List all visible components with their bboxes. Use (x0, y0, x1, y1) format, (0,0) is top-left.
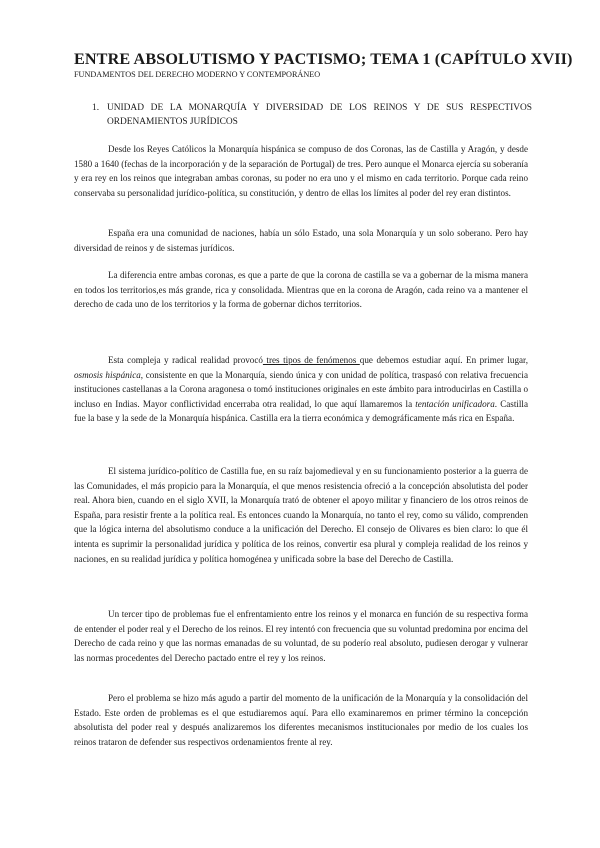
p4-text-e: , consistente en que la Monarquía, siendo única y con unidad de política, traspasó con relativa frecuencia instituciones castellanas a la Corona aragonesa o tomó instituciones originales en este ámbito para introducirlas en Castilla o incluso en Indias. Mayor conflictividad encerraba otra realidad, lo que aquí llamaremos la (74, 369, 528, 409)
p4-text-g: . Castilla fue la base y la sede de la Monarquía hispánica. Castilla era la tierra económica y demográficamente más rica en España. (74, 398, 528, 424)
paragraph-6: Un tercer tipo de problemas fue el enfrentamiento entre los reinos y el monarca en función de su respectiva forma de entender el poder real y el Derecho de los reinos. El rey intentó con frecuencia que su voluntad predomina por encima del Derecho de cada reino y que las normas emanadas de su voluntad, de su poderío real absoluto, pudiesen derogar y vulnerar las normas procedentes del Derecho pactado entre el rey y los reinos. (74, 609, 528, 663)
document-title: ENTRE ABSOLUTISMO Y PACTISMO; TEMA 1 (CAPÍTULO XVII) (74, 50, 573, 68)
document-subtitle: FUNDAMENTOS DEL DERECHO MODERNO Y CONTEMPORÁNEO (74, 70, 321, 79)
tentacion-unificadora-term: tentación unificadora (415, 398, 495, 409)
paragraph-4 (74, 353, 528, 426)
paragraph-1: Desde los Reyes Católicos la Monarquía hispánica se compuso de dos Coronas, las de Castilla y Aragón, y desde 1580 a 1640 (fechas de la incorporación y de la separación de Portugal) de tres. Pero aunque el Monarca ejercía su soberanía y era rey en los reinos que integraban ambas coronas, su poder no era uno y el mismo en cada territorio. Porque cada reino conservaba su personalidad jurídico-política, su constitución, y dentro de ellas los límites al poder del rey eran distintos. (74, 144, 528, 198)
osmosis-hispanica-term: osmosis hispánica (74, 369, 141, 380)
paragraph-2: España era una comunidad de naciones, había un sólo Estado, una sola Monarquía y un solo soberano. Pero hay diversidad de reinos y de sistemas jurídicos. (74, 228, 528, 253)
p4-text-c: que debemos estudiar aquí. En primer lugar, (359, 355, 528, 365)
p4-text-a: Esta compleja y radical realidad provocó (108, 355, 263, 365)
section-title: UNIDAD DE LA MONARQUÍA Y DIVERSIDAD DE LOS REINOS Y DE SUS RESPECTIVOS ORDENAMIENTOS JURÍDICOS (107, 103, 532, 127)
section-heading (92, 101, 532, 129)
paragraph-5: El sistema jurídico-político de Castilla fue, en su raíz bajomedieval y en su funcionamiento posterior a la guerra de las Comunidades, el más propicio para la Monarquía, el que menos resistencia ofreció a la concepción absolutista del poder real. Ahora bien, cuando en el siglo XVII, la Monarquía trató de obtener el apoyo militar y financiero de los otros reinos de España, para resistir frente a la política real. Es entonces cuando la Monarquía, no tanto el rey, como su válido, comprenden que la lógica interna del absolutismo conduce a la unificación del Derecho. El consejo de Olivares es bien claro: lo que él intenta es suprimir la personalidad jurídica y política de los reinos, convertir esa plural y compleja realidad de los reinos y naciones, en su realidad jurídica y política homogénea y unificada sobre la base del Derecho de Castilla. (74, 466, 528, 564)
three-phenomena-underline: tres tipos de fenómenos (262, 355, 360, 365)
section-number: 1. (92, 103, 100, 113)
paragraph-3: La diferencia entre ambas coronas, es que a parte de que la corona de castilla se va a gobernar de la misma manera en todos los territorios,es más grande, rica y consolidada. Mientras que en la corona de Aragón, cada reino va a mantener el derecho de cada uno de los territorios y la forma de gobernar dichos territorios. (74, 270, 528, 310)
paragraph-7: Pero el problema se hizo más agudo a partir del momento de la unificación de la Monarquía y la consolidación del Estado. Este orden de problemas es el que estudiaremos aquí. Para ello examinaremos en primer término la concepción absolutista del poder real y después analizaremos los diferentes mecanismos institucionales por medio de los cuales los reinos trataron de defender sus respectivos ordenamientos frente al rey. (74, 693, 528, 747)
